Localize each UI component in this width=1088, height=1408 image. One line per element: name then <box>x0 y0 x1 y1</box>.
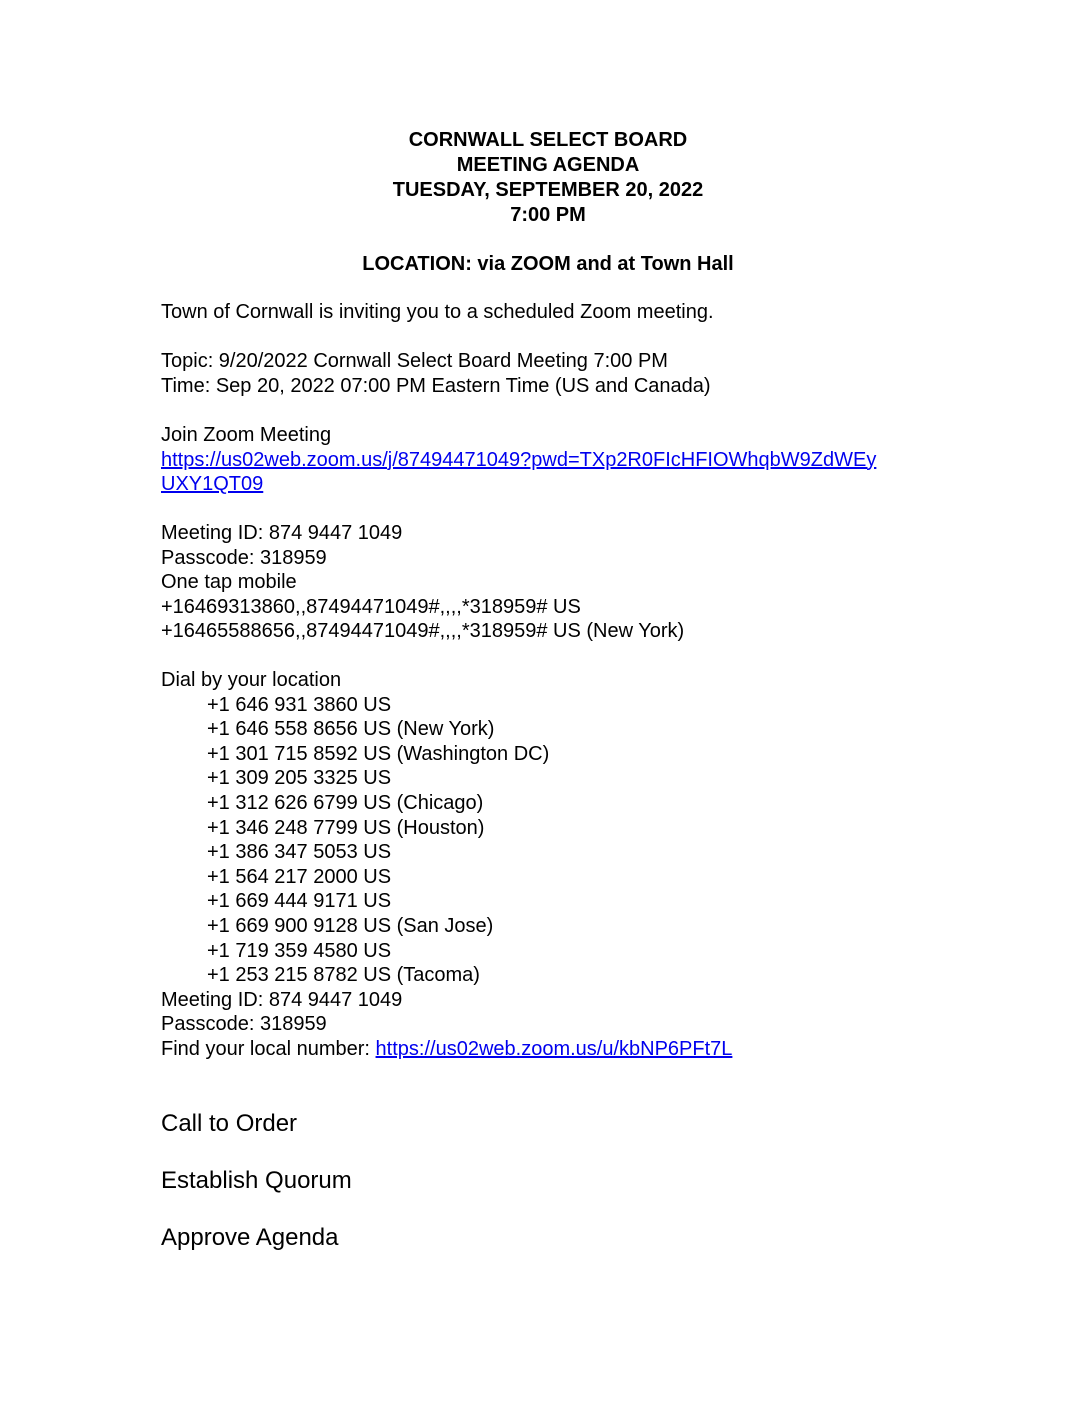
join-block <box>161 423 876 497</box>
meeting-id: Meeting ID: 874 9447 1049 <box>161 522 403 544</box>
location-line <box>0 252 1088 277</box>
location-text: LOCATION: via ZOOM and at Town Hall <box>362 253 734 275</box>
agenda-item <box>161 1167 352 1195</box>
intro-block <box>161 300 714 325</box>
agenda-item <box>161 1224 338 1252</box>
dial-number: +1 301 715 8592 US (Washington DC) <box>207 742 550 765</box>
agenda-item-text: Call to Order <box>161 1110 298 1137</box>
topic-text: Topic: 9/20/2022 Cornwall Select Board Meeting 7:00 PM <box>161 350 668 372</box>
find-local-label: Find your local number: <box>161 1037 376 1060</box>
dial-number: +1 386 347 5053 US <box>207 841 392 864</box>
dial-number: +1 312 626 6799 US (Chicago) <box>207 791 484 814</box>
dial-number: +1 669 900 9128 US (San Jose) <box>207 914 494 937</box>
dial-block <box>161 668 732 1062</box>
dial-number: +1 669 444 9171 US <box>207 890 392 913</box>
header-subtitle: MEETING AGENDA <box>456 154 640 176</box>
dial-number: +1 719 359 4580 US <box>207 939 392 962</box>
one-tap-number: +16469313860,,87494471049#,,,,*318959# US <box>161 595 581 618</box>
dial-number: +1 646 558 8656 US (New York) <box>207 718 495 741</box>
one-tap-label: One tap mobile <box>161 571 297 594</box>
topic-block <box>161 349 711 398</box>
join-meeting-link[interactable]: https://us02web.zoom.us/j/87494471049?pwd=TXp2R0FIcHFIOWhqbW9ZdWEy <box>161 448 877 471</box>
passcode-repeat: Passcode: 318959 <box>161 1013 327 1036</box>
join-label: Join Zoom Meeting <box>161 424 332 446</box>
agenda-item-text: Establish Quorum <box>161 1167 352 1194</box>
dial-number: +1 253 215 8782 US (Tacoma) <box>207 964 480 987</box>
header-time: 7:00 PM <box>510 204 586 226</box>
join-meeting-link-continued[interactable]: UXY1QT09 <box>161 473 264 496</box>
header-date: TUESDAY, SEPTEMBER 20, 2022 <box>392 179 704 201</box>
one-tap-number: +16465588656,,87494471049#,,,,*318959# US (New York) <box>161 620 685 643</box>
passcode: Passcode: 318959 <box>161 546 327 569</box>
intro-text: Town of Cornwall is inviting you to a scheduled Zoom meeting. <box>161 301 714 323</box>
dial-number: +1 564 217 2000 US <box>207 865 392 888</box>
agenda-item <box>161 1110 297 1138</box>
meeting-id-repeat: Meeting ID: 874 9447 1049 <box>161 988 403 1011</box>
header-title: CORNWALL SELECT BOARD <box>408 129 688 151</box>
meeting-details-block <box>161 521 684 644</box>
dial-label: Dial by your location <box>161 669 342 691</box>
dial-number: +1 346 248 7799 US (Houston) <box>207 816 485 839</box>
agenda-item-text: Approve Agenda <box>161 1224 339 1251</box>
agenda-header <box>0 128 1088 228</box>
dial-number: +1 646 931 3860 US <box>207 693 392 716</box>
time-text: Time: Sep 20, 2022 07:00 PM Eastern Time (US and Canada) <box>161 374 711 397</box>
find-local-number-link[interactable]: https://us02web.zoom.us/u/kbNP6PFt7L <box>375 1037 733 1060</box>
dial-number: +1 309 205 3325 US <box>207 767 392 790</box>
find-local-number <box>161 1037 732 1062</box>
